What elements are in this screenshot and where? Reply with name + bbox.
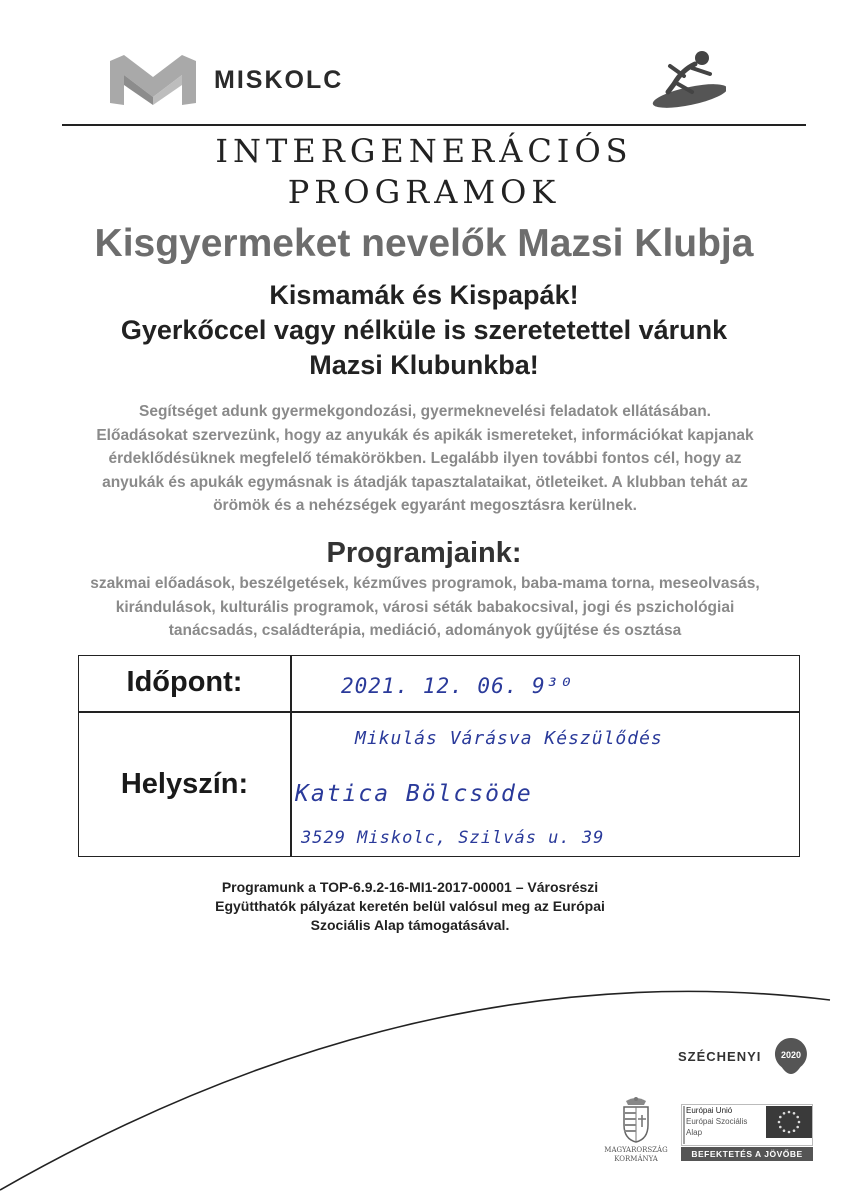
eu-text-line: Európai Unió [686,1106,733,1115]
address-value: 3529 Miskolc, Szilvás u. 39 [301,828,605,848]
description-line: Előadásokat szervezünk, hogy az anyukák és apikák ismereteket, információkat kapjanak [96,426,754,444]
government-caption-line: MAGYARORSZÁG [604,1146,668,1154]
funding-line: Szociális Alap támogatásával. [310,917,510,933]
date-label: Időpont: [126,666,243,698]
invitation-line: Kismamák és Kispapák! [269,280,579,310]
programs-line: tanácsadás, családterápia, mediáció, adományok gyűjtése és osztása [168,622,682,639]
szechenyi-2020-badge-icon [773,1036,809,1082]
date-value: 2021. 12. 06. 9³⁰ [341,674,573,698]
snowboarder-icon [640,44,726,112]
government-caption-line: KORMÁNYA [614,1155,658,1163]
programs-list [60,572,790,643]
invitation-line: Gyerkőccel vagy nélküle is szeretetettel várunk [120,315,728,345]
description-line: érdeklődésüknek megfelelő témakörökben. Legalább ilyen további fontos cél, hogy az [108,450,742,467]
government-caption [596,1146,676,1164]
eu-text-line: Alap [686,1128,703,1137]
info-table [78,655,800,857]
club-name: Kisgyermeket nevelők Mazsi Klubja [94,222,754,265]
table-column-divider [290,656,292,856]
szechenyi-logo-text: SZÉCHENYI [678,1049,762,1064]
description-paragraph [80,400,770,518]
venue-value: Katica Bölcsöde [295,781,533,807]
page-title-line1: INTERGENERÁCIÓS [215,132,633,170]
table-row-divider [79,711,799,713]
footer-curve-decoration [0,990,848,1200]
page-title-line2: PROGRAMOK [287,173,561,211]
eu-flag-icon [766,1106,812,1138]
invest-banner: BEFEKTETÉS A JÖVŐBE [681,1147,813,1161]
eu-text-line: Európai Szociális [686,1117,748,1126]
programs-heading: Programjaink: [326,537,522,569]
logo-text: MISKOLC [214,66,344,94]
badge-year: 2020 [780,1050,802,1060]
funding-line: Együtthatók pályázat keretén belül valósul meg az Európai [215,898,605,914]
programs-line: kirándulások, kulturális programok, városi séták babakocsival, jogi és pszichológiai [115,598,735,616]
funding-note [90,878,730,935]
funding-line: Programunk a TOP-6.9.2-16-MI1-2017-00001 – Városrészi [221,879,599,895]
programs-line: szakmai előadások, beszélgetések, kézműves programok, baba-mama torna, meseolvasás, [90,575,760,592]
event-value: Mikulás Várásva Készülődés [355,728,663,749]
invitation-line: Mazsi Klubunkba! [309,350,539,380]
description-line: Segítséget adunk gyermekgondozási, gyermeknevelési feladatok ellátásában. [138,403,711,420]
header-divider [62,124,806,126]
description-line: örömök és a nehézségek egyaránt megosztásra kerülnek. [213,497,637,514]
invitation-text [0,278,848,383]
miskolc-logo-icon [110,55,196,105]
description-line: anyukák és apukák egymásnak is átadják tapasztalataikat, ötleteiket. A klubban tehát az [102,473,748,491]
hungarian-coat-of-arms-icon [618,1095,654,1143]
place-label: Helyszín: [120,768,249,800]
